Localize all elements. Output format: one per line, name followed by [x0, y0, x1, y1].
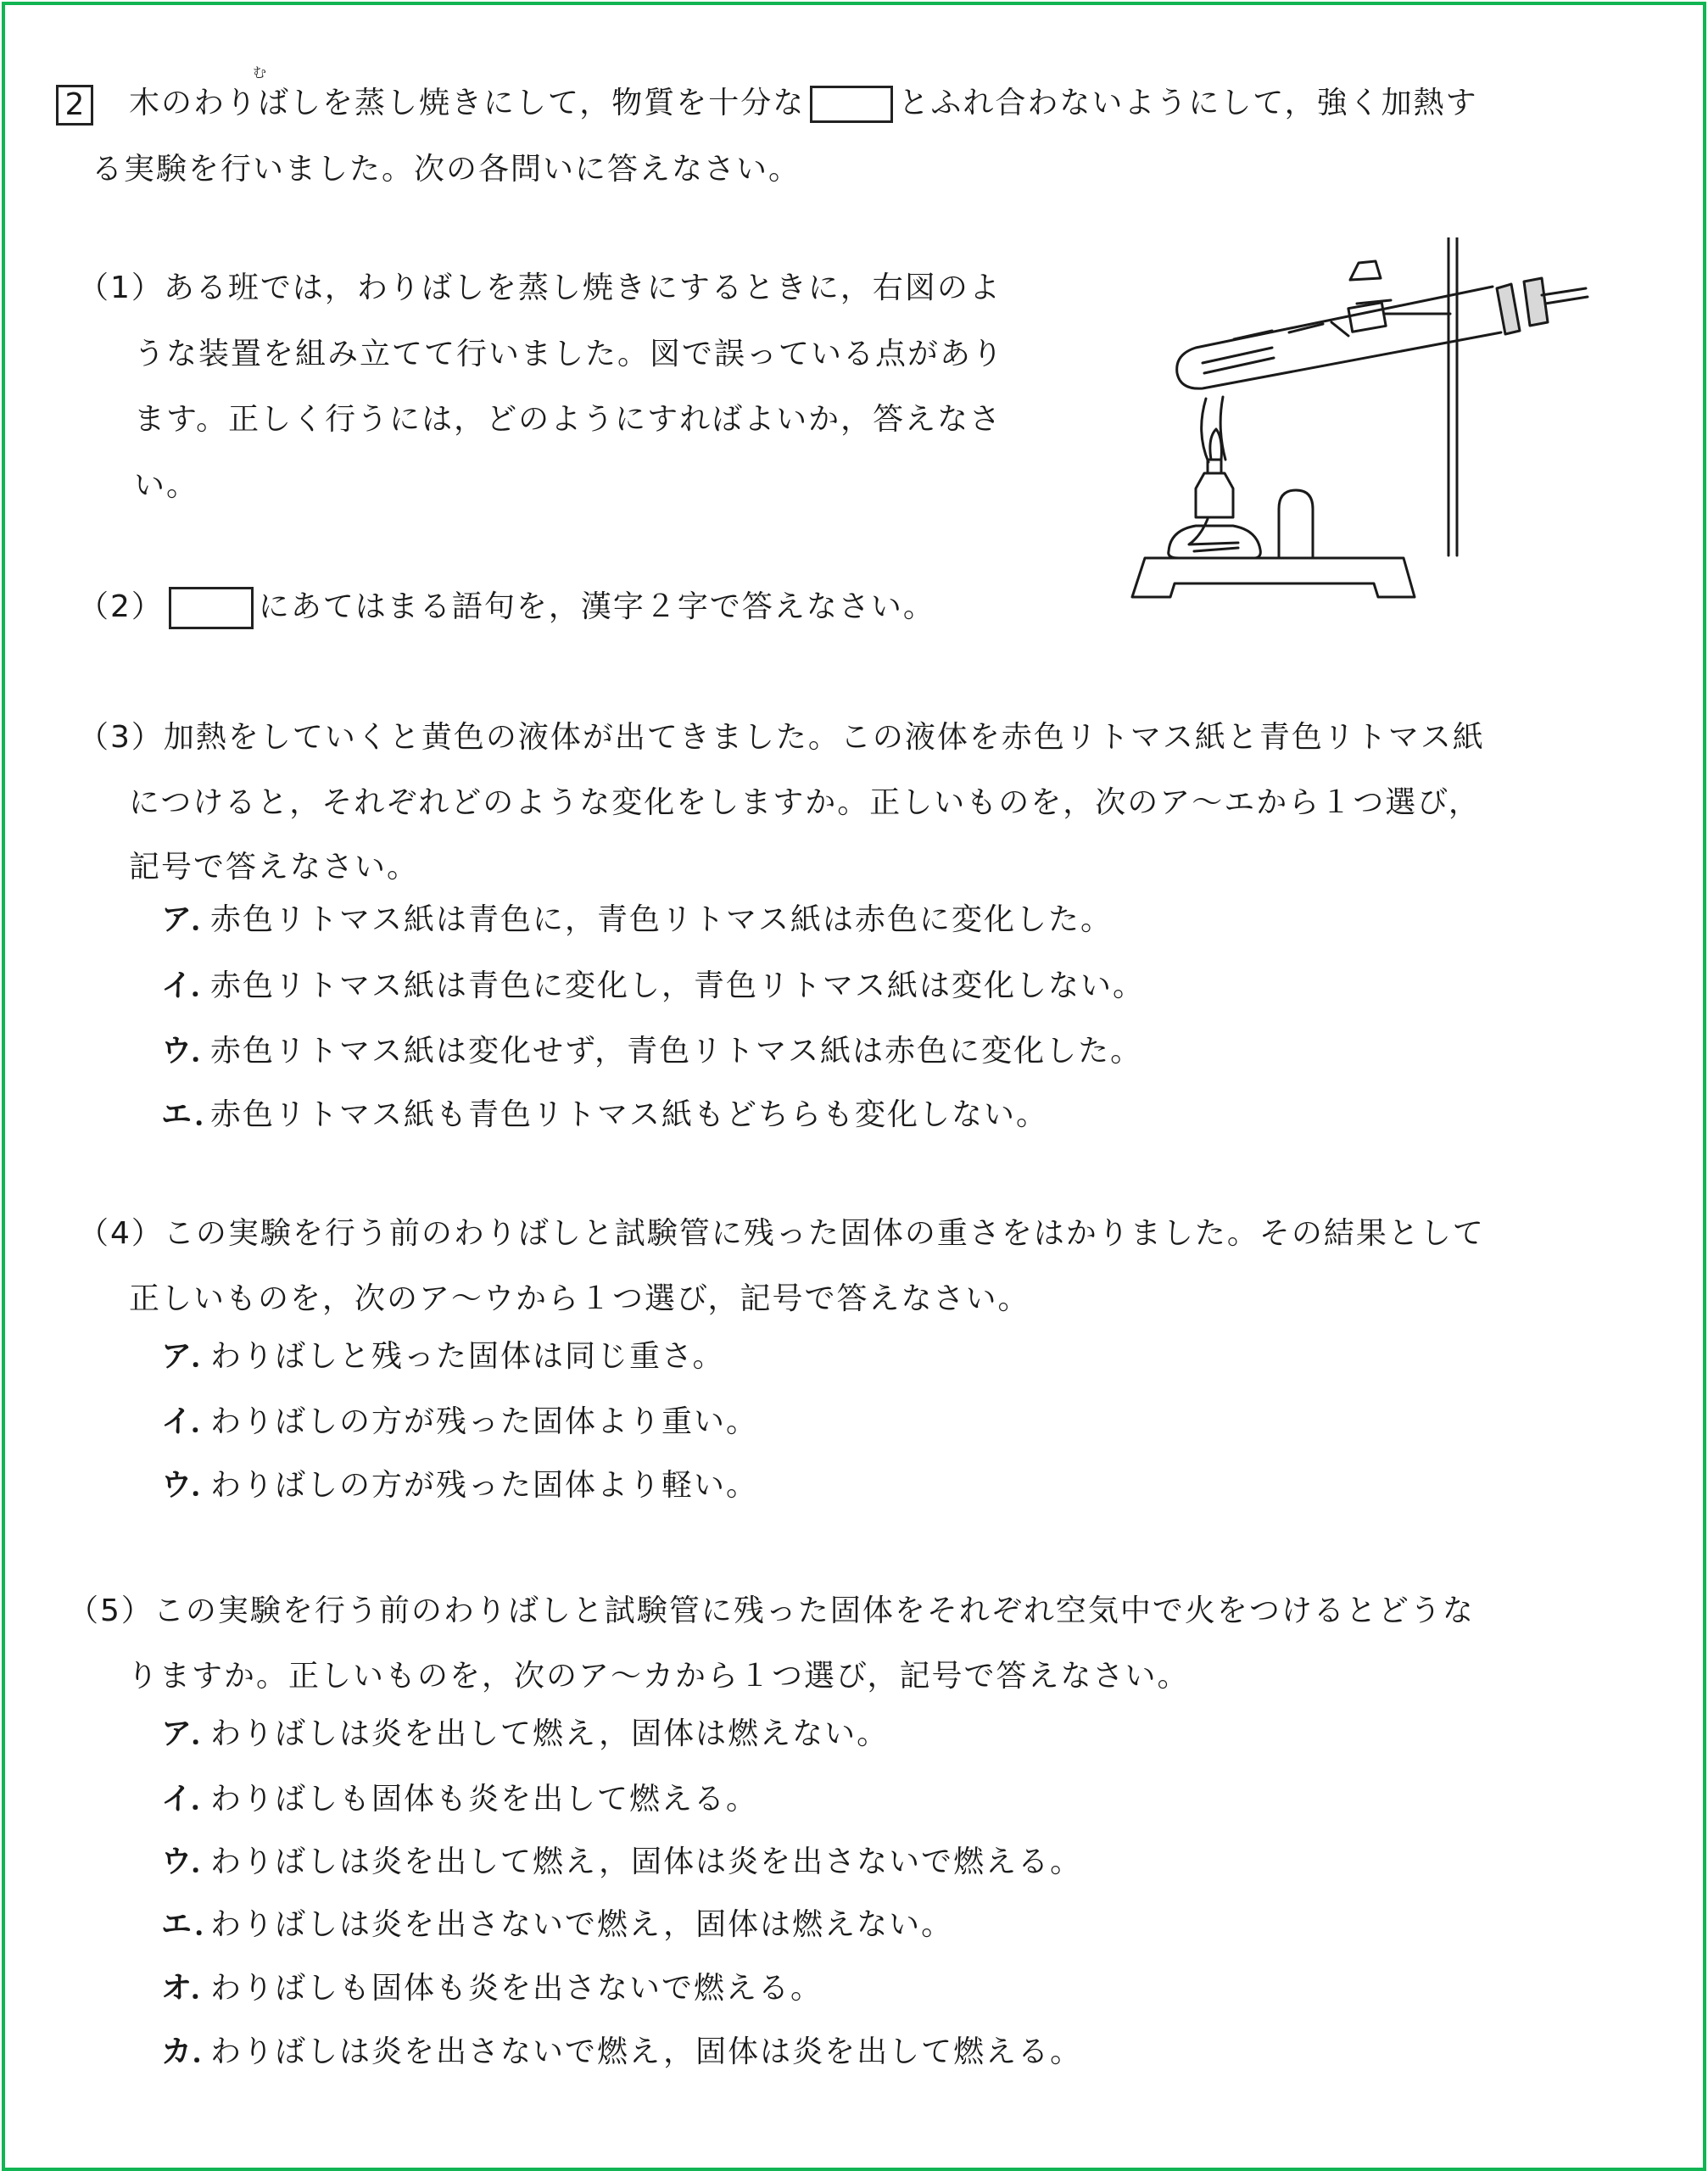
q3-option-e — [161, 1097, 1048, 1134]
rubber-stopper-2 — [1524, 278, 1548, 326]
option-text: 赤色リトマス紙は青色に変化し，青色リトマス紙は変化しない。 — [210, 968, 1146, 1003]
q5-line-2: りますか。正しいものを，次のア～カから１つ選び，記号で答えなさい。 — [127, 1659, 1190, 1694]
option-text: 赤色リトマス紙も青色リトマス紙もどちらも変化しない。 — [210, 1097, 1049, 1132]
q2-answer-blank-box — [169, 587, 254, 629]
answer-blank-box — [810, 86, 893, 123]
option-label: ア． — [161, 1339, 224, 1374]
heating-apparatus-icon — [1111, 237, 1654, 611]
option-label: ウ． — [161, 1845, 224, 1879]
option-text: わりばしの方が残った固体より軽い。 — [210, 1468, 759, 1503]
problem-intro-line-1 — [129, 85, 1478, 123]
test-tube — [1177, 287, 1501, 388]
option-text: わりばしも固体も炎を出さないで燃える。 — [210, 1971, 823, 2006]
option-text: 赤色リトマス紙は青色に，青色リトマス紙は赤色に変化した。 — [210, 902, 1114, 937]
clamp — [1348, 303, 1386, 332]
option-label: オ． — [161, 1971, 223, 2006]
option-label: イ． — [161, 968, 223, 1003]
option-text: わりばしの方が残った固体より重い。 — [210, 1404, 759, 1439]
intro-text-d: とふれ合わないようにして，強く加熱す — [898, 86, 1478, 120]
q1-line-1 — [78, 270, 1002, 307]
q4-text-1: この実験を行う前のわりばしと試験管に残った固体の重さをはかりました。その結果として — [163, 1216, 1485, 1251]
q5-text-1: この実験を行う前のわりばしと試験管に残った固体をそれぞれ空気中で火をつけるとどうな — [153, 1593, 1475, 1628]
q3-line-2: につけると，それぞれどのような変化をしますか。正しいものを，次のア～エから１つ選び， — [129, 785, 1481, 820]
glass-tube — [1542, 288, 1586, 295]
problem-intro-line-2: る実験を行いました。次の各問いに答えなさい。 — [92, 152, 801, 187]
q1-line-2: うな装置を組み立てて行いました。図で誤っている点があり — [134, 337, 1005, 371]
q4-label: （4） — [78, 1216, 164, 1251]
stand-base — [1132, 558, 1415, 597]
q3-line-1 — [78, 719, 1485, 756]
q2-line — [78, 587, 935, 629]
lamp-wick-holder — [1208, 460, 1221, 473]
problem-number-box — [56, 85, 93, 126]
q1-line-4: い。 — [134, 468, 199, 503]
option-label: エ． — [161, 1097, 227, 1132]
option-text: わりばしは炎を出して燃え，固体は炎を出さないで燃える。 — [210, 1845, 1083, 1879]
q4-option-u — [161, 1467, 758, 1504]
lamp-cap — [1196, 473, 1233, 517]
option-text: わりばしは炎を出して燃え，固体は燃えない。 — [210, 1716, 890, 1751]
furigana-mu: む — [253, 64, 267, 81]
q3-option-i — [161, 968, 1145, 1005]
lamp-wick — [1189, 519, 1238, 551]
q1-text-1: ある班では，わりばしを蒸し焼きにするときに，右図のよ — [163, 271, 1002, 305]
rubber-stopper — [1497, 284, 1520, 334]
option-text: わりばしも固体も炎を出して燃える。 — [210, 1782, 759, 1817]
option-text: わりばしと残った固体は同じ重さ。 — [210, 1339, 725, 1374]
q1-label: （1） — [78, 271, 164, 305]
option-label: ウ． — [161, 1468, 224, 1503]
q5-option-a — [161, 1716, 889, 1753]
option-label: ア． — [161, 1716, 224, 1751]
option-label: イ． — [161, 1782, 223, 1817]
q1-line-3: ます。正しく行うには，どのようにすればよいか，答えなさ — [134, 402, 1002, 437]
q5-option-o — [161, 1970, 823, 2007]
q3-text-1: 加熱をしていくと黄色の液体が出てきました。この液体を赤色リトマス紙と青色リトマス紙 — [163, 720, 1485, 755]
option-label: ウ． — [161, 1034, 224, 1069]
q5-option-u — [161, 1844, 1082, 1881]
q2-label: （2） — [78, 589, 164, 624]
q2-text: にあてはまる語句を，漢字２字で答えなさい。 — [258, 589, 935, 624]
chopstick-pieces — [1203, 300, 1391, 373]
intro-text-b: 蒸 — [354, 86, 388, 120]
q5-option-e — [161, 1906, 953, 1944]
q3-label: （3） — [78, 720, 164, 755]
q4-line-1 — [78, 1215, 1485, 1253]
q4-option-a — [161, 1338, 725, 1376]
option-text: 赤色リトマス紙は変化せず，青色リトマス紙は赤色に変化した。 — [210, 1034, 1143, 1069]
option-text: わりばしは炎を出さないで燃え，固体は燃えない。 — [210, 1907, 954, 1942]
q3-option-a — [161, 901, 1113, 939]
intro-text-c: し焼きにして，物質を十分な — [387, 86, 806, 120]
lamp-body — [1169, 526, 1261, 558]
option-label: エ． — [161, 1907, 227, 1942]
q5-option-i — [161, 1781, 758, 1818]
intro-text-a: 木のわりばしを — [129, 86, 355, 120]
q5-option-ka — [161, 2034, 1082, 2071]
option-text: わりばしは炎を出さないで燃え，固体は炎を出して燃える。 — [210, 2034, 1083, 2069]
glass-tube-2 — [1545, 297, 1588, 304]
option-label: ア． — [161, 902, 224, 937]
heating-apparatus-figure — [1111, 237, 1654, 611]
problem-number: 2 — [64, 87, 85, 122]
q3-line-3: 記号で答えなさい。 — [129, 850, 420, 885]
flame-inner — [1210, 429, 1222, 460]
q4-option-i — [161, 1404, 758, 1441]
lamp-cover — [1279, 490, 1313, 558]
q3-option-u — [161, 1033, 1142, 1070]
q5-line-1 — [68, 1593, 1475, 1630]
q5-label: （5） — [68, 1593, 153, 1628]
clamp-screw — [1350, 261, 1381, 280]
option-label: イ． — [161, 1404, 223, 1439]
q4-line-2: 正しいものを，次のア～ウから１つ選び，記号で答えなさい。 — [129, 1281, 1030, 1316]
option-label: カ． — [161, 2034, 225, 2069]
